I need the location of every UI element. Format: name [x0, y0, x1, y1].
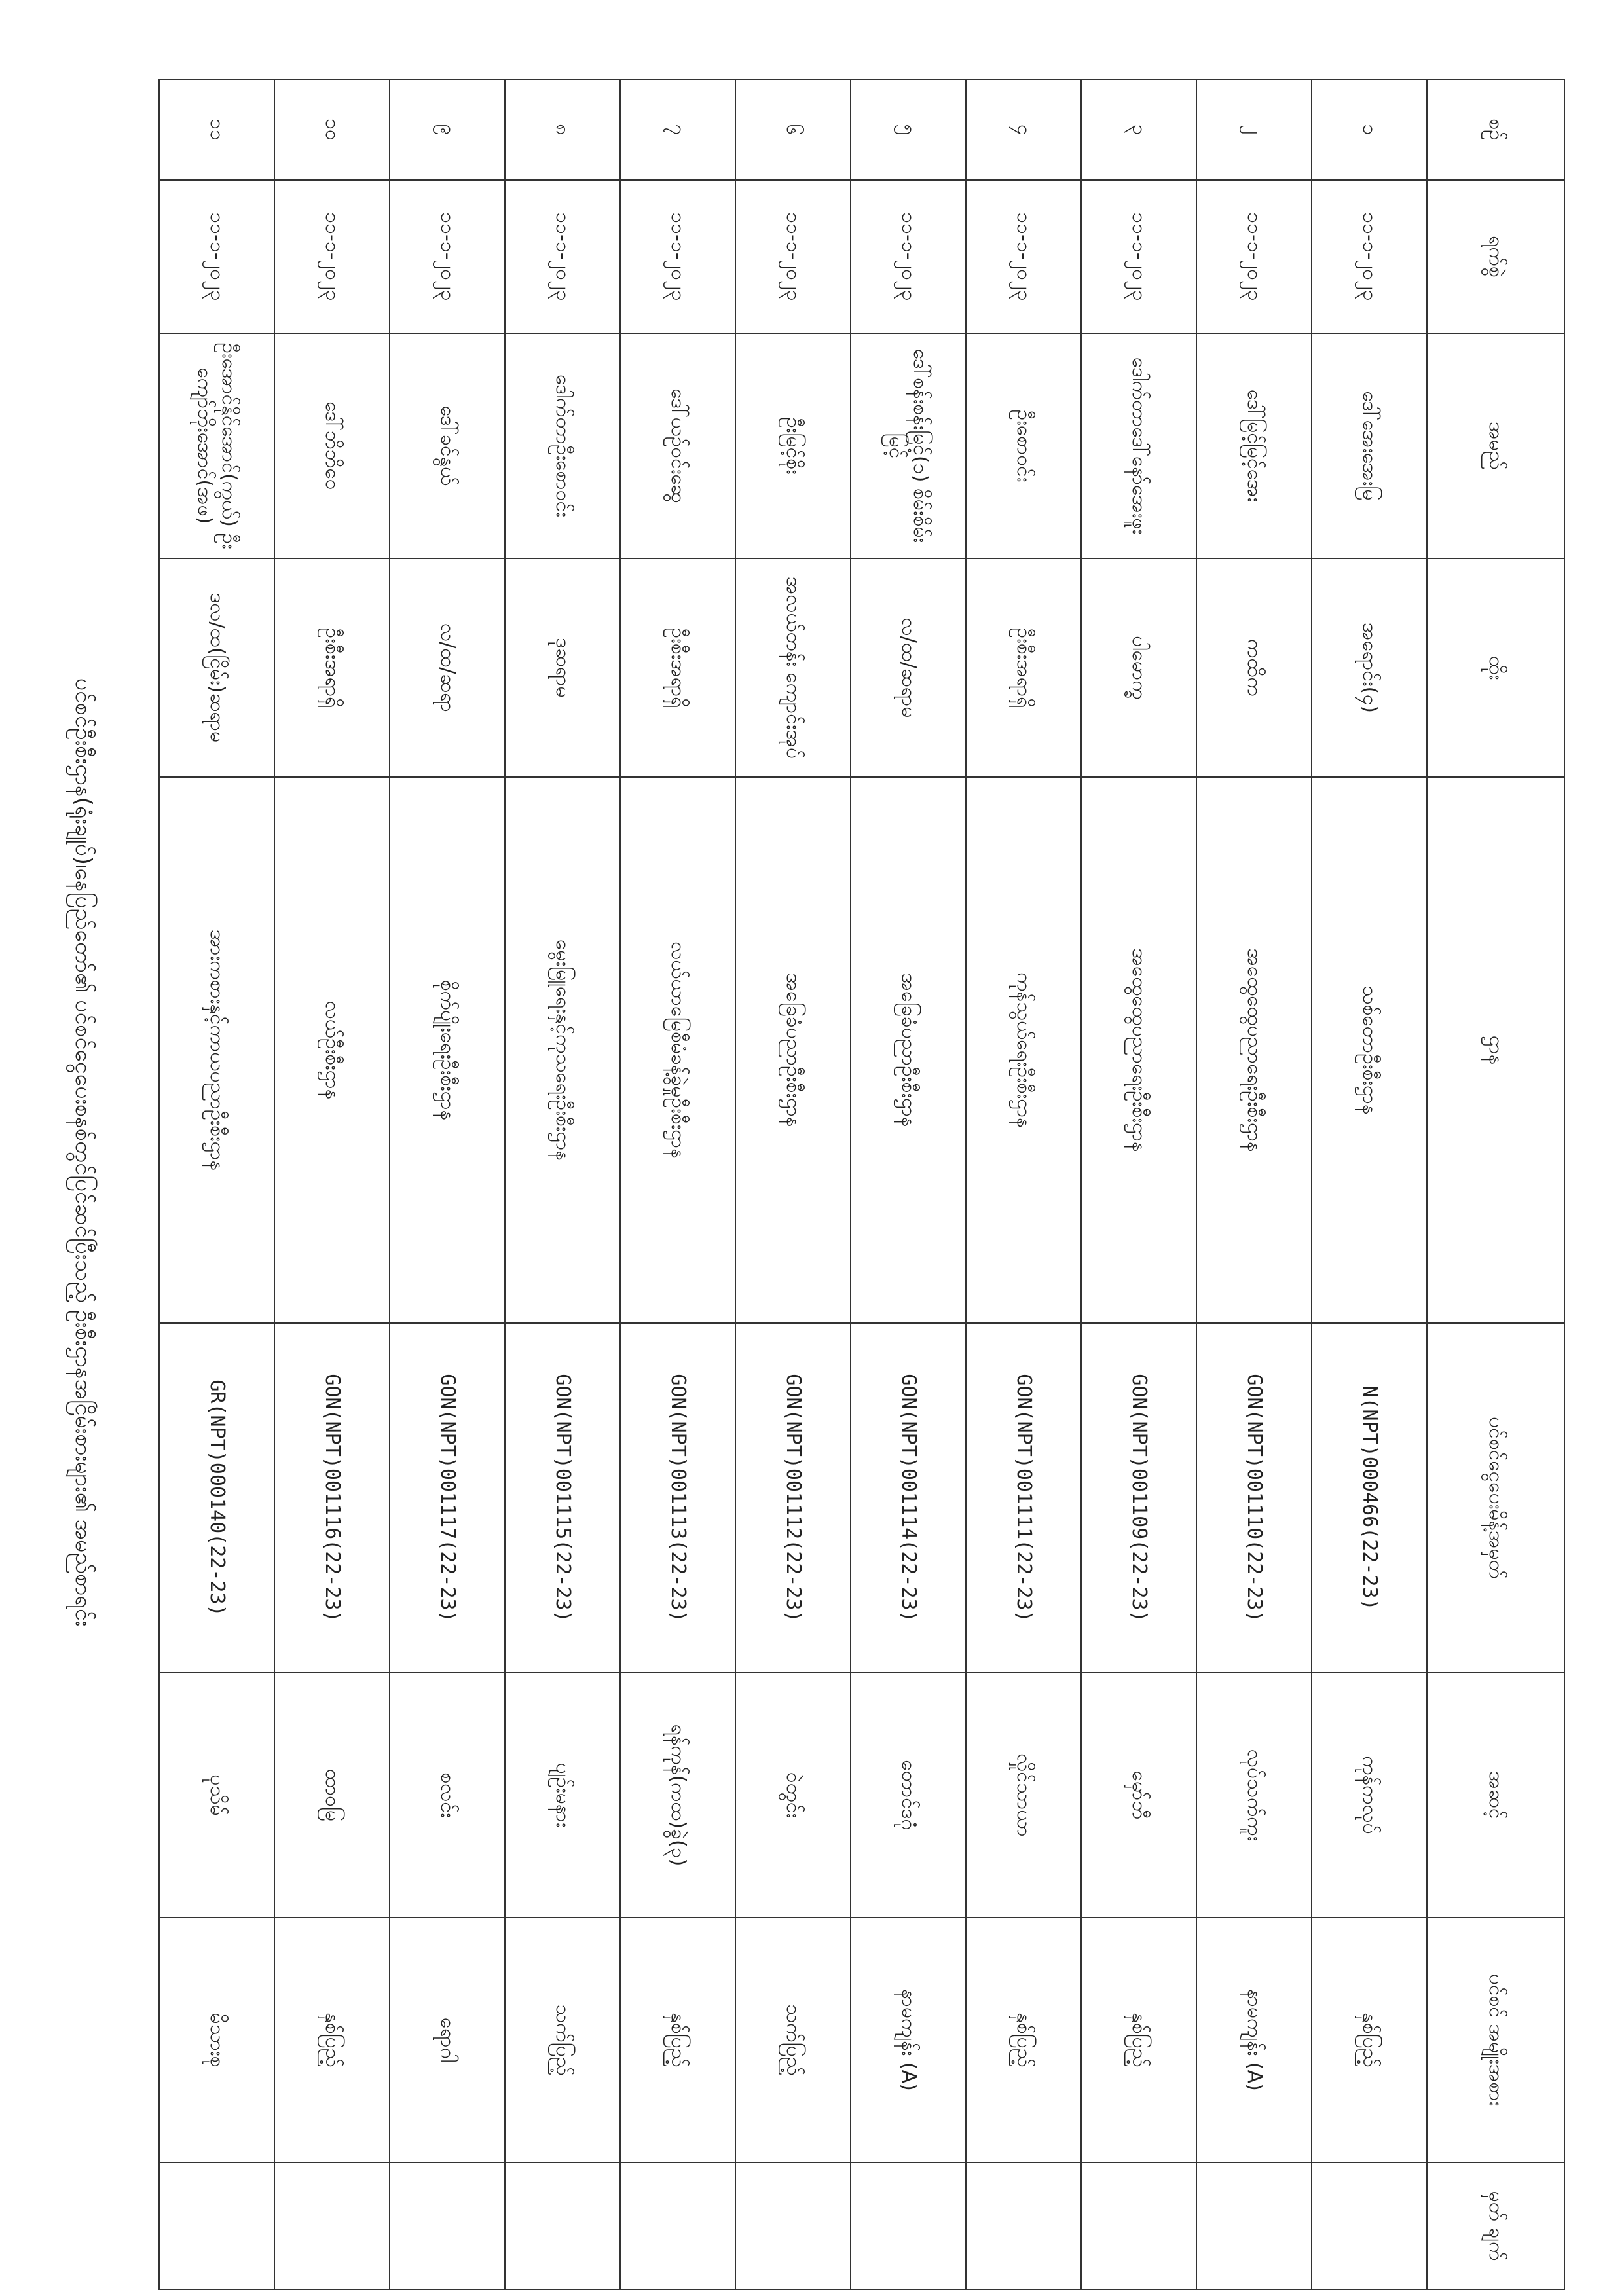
- cell-ward: ဦးစီးအရာရှိ: [966, 558, 1081, 777]
- cell-date: ၁၁-၁-၂၀၂၃: [1081, 180, 1196, 333]
- cell-license: GR(NPT)000140(22-23): [159, 1323, 274, 1673]
- table-row: [1081, 79, 1196, 2289]
- header-department: ဌာန: [1427, 777, 1564, 1323]
- cell-date: ၁၁-၁-၂၀၂၃: [505, 180, 620, 333]
- cell-department: မွေးမြူရေးနှင့်ကုသရေးဦးစီးဌာန: [505, 777, 620, 1323]
- cell-license: GON(NPT)001114(22-23): [851, 1323, 966, 1673]
- document-title: ပင်စင်ဦးစီးဌာန(ရုံးချုပ်)၊နေပြည်တော်၏ ပင်စင်ငွေပေးစနစ်တွင်ပြင်ဆင်ပြီးသည့် ဦးစီးဌာနအငြိမ်းစားများ၏ အမည်စာရင်း: [70, 678, 96, 1627]
- cell-ward: လ/ထ/ဆရာ: [390, 558, 505, 777]
- table-row: [274, 79, 390, 2289]
- table-header-row: [1427, 79, 1564, 2289]
- cell-kind: နှစ်ပြည့်: [966, 1918, 1081, 2162]
- cell-grade: လှိုင်သာယာ: [966, 1673, 1081, 1918]
- cell-name: ဒေါ်စန်းစန်းမြင့်(၁) စိမ်းစိမ်းမြင့်: [851, 333, 966, 558]
- cell-note: [1312, 2162, 1427, 2289]
- cell-grade: ရန်ကုန်(ကထ)ခွဲ(၃): [620, 1673, 735, 1918]
- cell-date: ၁၁-၁-၂၀၂၃: [851, 180, 966, 333]
- cell-department: လယ်ဦးစီးဌာန: [274, 777, 390, 1323]
- cell-date: ၁၁-၁-၂၀၂၃: [1196, 180, 1312, 333]
- cell-department: ကုန်သွယ်ရေးဦးစီးဌာန: [966, 777, 1081, 1323]
- cell-name: ဒေါ်ခင်နွယ်: [390, 333, 505, 558]
- cell-ward: အရောင်း(၄): [1312, 558, 1427, 777]
- cell-date: ၁၁-၁-၂၀၂၃: [390, 180, 505, 333]
- cell-department: အခြေခံပညာဦးစီးဌာန: [735, 777, 851, 1323]
- cell-note: [620, 2162, 735, 2289]
- cell-ward: ကထိက: [1196, 558, 1312, 777]
- cell-note: [390, 2162, 505, 2289]
- cell-note: [966, 2162, 1081, 2289]
- cell-note: [1196, 2162, 1312, 2289]
- cell-no: ၁: [1312, 79, 1427, 180]
- cell-no: ၈: [505, 79, 620, 180]
- cell-grade: တောင်ဒဂုံ: [851, 1673, 966, 1918]
- cell-ward: ပါမောက္ခ: [1081, 558, 1196, 777]
- header-ward: ထိုး: [1427, 558, 1564, 777]
- header-kind: ပင်စင် အမျိုးအစား: [1427, 1918, 1564, 2162]
- cell-no: ၆: [735, 79, 851, 180]
- cell-ward: ဦးစီးအရာရှိ: [620, 558, 735, 777]
- cell-ward: ဒလ/ထ(ငြိမ်း)ဆရာမ: [159, 558, 274, 777]
- cell-department: သစ်တောဦးစီးဌာန: [1312, 777, 1427, 1323]
- cell-kind: သက်ပြည့်: [505, 1918, 620, 2162]
- cell-ward: ဒုဆရာမ: [505, 558, 620, 777]
- cell-grade: မှော်ဘီ: [1081, 1673, 1196, 1918]
- cell-no: ၁၁: [159, 79, 274, 180]
- table-row: [1196, 79, 1312, 2289]
- table-row: [1312, 79, 1427, 2289]
- header-note: မှတ် ချက်: [1427, 2162, 1564, 2289]
- cell-department: စိုက်ပျိုးရေးဦးစီးဌာန: [390, 777, 505, 1323]
- cell-kind: နာမကျန်း (A): [1196, 1918, 1312, 2162]
- cell-no: ၇: [620, 79, 735, 180]
- cell-name: ဦးမြင့်စိုး: [735, 333, 851, 558]
- header-grade: အဆင့်: [1427, 1673, 1564, 1918]
- cell-license: GON(NPT)001116(22-23): [274, 1323, 390, 1673]
- table-row: [735, 79, 851, 2289]
- cell-note: [735, 2162, 851, 2289]
- header-license: ပင်စင်ငွေပေးမိန့်အမှတ်: [1427, 1323, 1564, 1673]
- table-row: [159, 79, 274, 2289]
- cell-department: အားကစားနှင့်ကာယပညာဦးစီးဌာန: [159, 777, 274, 1323]
- cell-ward: အလယ်တန်း ကျောင်းအုပ်: [735, 558, 851, 777]
- cell-name: ဒေါ်မြင့်မြင့်အေး: [1196, 333, 1312, 558]
- cell-grade: ပျဉ်းမနား: [505, 1673, 620, 1918]
- table-row: [966, 79, 1081, 2289]
- cell-kind: နာမကျန်း (A): [851, 1918, 966, 2162]
- cell-kind: ရောဂါ: [390, 1918, 505, 2162]
- cell-license: GON(NPT)001111(22-23): [966, 1323, 1081, 1673]
- cell-kind: နှစ်ပြည့်: [620, 1918, 735, 2162]
- cell-name: ဦးအောင်နိုင်အောင်(ကွယ်) ဦးကျော်ဘိုးအောင်(အဖ): [159, 333, 274, 558]
- cell-note: [274, 2162, 390, 2289]
- cell-kind: မိသားစု: [159, 1918, 274, 2162]
- cell-date: ၁၁-၁-၂၀၂၃: [620, 180, 735, 333]
- cell-date: ၁၁-၁-၂၀၂၃: [274, 180, 390, 333]
- cell-ward: လ/ထ/ဆရာမ: [851, 558, 966, 777]
- cell-kind: သက်ပြည့်: [735, 1918, 851, 2162]
- cell-grade: စလင်း: [390, 1673, 505, 1918]
- cell-license: GON(NPT)001115(22-23): [505, 1323, 620, 1673]
- cell-no: ၃: [1081, 79, 1196, 180]
- cell-license: GON(NPT)001113(22-23): [620, 1323, 735, 1673]
- header-date: ရက်စွဲ: [1427, 180, 1564, 333]
- cell-no: ၁၀: [274, 79, 390, 180]
- cell-department: အထွေထွေပညာရေးဦးစီးဌာန: [1081, 777, 1196, 1323]
- cell-grade: ဝဲတွင်း: [735, 1673, 851, 1918]
- cell-no: ၅: [851, 79, 966, 180]
- cell-department: အခြေခံပညာဦးစီးဌာန: [851, 777, 966, 1323]
- cell-license: N(NPT)000466(22-23): [1312, 1323, 1427, 1673]
- cell-license: GON(NPT)001110(22-23): [1196, 1323, 1312, 1673]
- cell-kind: နှစ်ပြည့်: [274, 1918, 390, 2162]
- cell-name: ဒေါ်ယဉ်ဝင်းဆွေ: [620, 333, 735, 558]
- cell-no: ၄: [966, 79, 1081, 180]
- cell-note: [505, 2162, 620, 2289]
- cell-license: GON(NPT)001117(22-23): [390, 1323, 505, 1673]
- cell-date: ၁၁-၁-၂၀၂၃: [159, 180, 274, 333]
- cell-name: ဒေါ်အေးအေးမြ: [1312, 333, 1427, 558]
- cell-kind: နှစ်ပြည့်: [1312, 1918, 1427, 2162]
- cell-department: လယ်ယာမြေစီမံခန့်ခွဲမှုဦးစီးဌာန: [620, 777, 735, 1323]
- table-row: [390, 79, 505, 2289]
- cell-grade: ပုသိမ်: [159, 1673, 274, 1918]
- cell-name: ဒေါက်တာဦးစောဝင်း: [505, 333, 620, 558]
- table-row: [505, 79, 620, 2289]
- cell-grade: ကုန်ကလုပ်: [1312, 1673, 1427, 1918]
- table-row: [620, 79, 735, 2289]
- cell-note: [1081, 2162, 1196, 2289]
- cell-name: ဒေါက်တာဒေါ်နော်အေးဖူး: [1081, 333, 1196, 558]
- cell-license: GON(NPT)001112(22-23): [735, 1323, 851, 1673]
- table-row: [851, 79, 966, 2289]
- cell-ward: ဦးစီးအရာရှိ: [274, 558, 390, 777]
- cell-license: GON(NPT)001109(22-23): [1081, 1323, 1196, 1673]
- cell-grade: လုပ်သက်ကူး: [1196, 1673, 1312, 1918]
- header-no: စဉ်: [1427, 79, 1564, 180]
- cell-kind: နှစ်ပြည့်: [1081, 1918, 1196, 2162]
- cell-no: ၉: [390, 79, 505, 180]
- cell-no: ၂: [1196, 79, 1312, 180]
- cell-note: [851, 2162, 966, 2289]
- cell-date: ၁၁-၁-၂၀၂၃: [966, 180, 1081, 333]
- cell-name: ဒေါ်ဘိဘိဝေ: [274, 333, 390, 558]
- cell-note: [159, 2162, 274, 2289]
- cell-grade: ထာဝမြ: [274, 1673, 390, 1918]
- header-name: အမည်: [1427, 333, 1564, 558]
- pensioner-table: [158, 79, 1565, 2290]
- cell-date: ၁၁-၁-၂၀၂၃: [735, 180, 851, 333]
- cell-name: ဦးစောဝင်း: [966, 333, 1081, 558]
- cell-department: အထွေထွေပညာရေးဦးစီးဌာန: [1196, 777, 1312, 1323]
- cell-date: ၁၁-၁-၂၀၂၃: [1312, 180, 1427, 333]
